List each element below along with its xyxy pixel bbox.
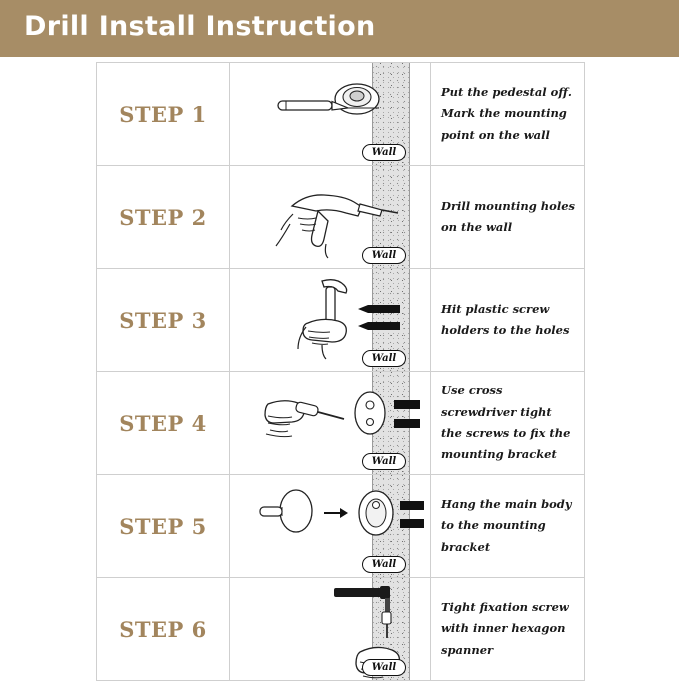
- wall-label: Wall: [362, 556, 406, 573]
- step-description-cell: [431, 269, 584, 371]
- step-label: STEP 4: [119, 410, 207, 436]
- table-row: [97, 166, 584, 269]
- wall-label: Wall: [362, 453, 406, 470]
- step-label-cell: [97, 578, 230, 680]
- step-illustration-cell: [230, 63, 431, 165]
- step-label-cell: [97, 372, 230, 474]
- step-illustration-cell: [230, 578, 431, 680]
- step-illustration-cell: [230, 269, 431, 371]
- step-illustration-cell: [230, 475, 431, 577]
- step-description-cell: [431, 578, 584, 680]
- step-label: STEP 2: [119, 204, 207, 230]
- wall-label: Wall: [362, 350, 406, 367]
- step-label: STEP 6: [119, 616, 207, 642]
- table-row: [97, 578, 584, 681]
- wall-label: Wall: [362, 247, 406, 264]
- wall-label: Wall: [362, 144, 406, 161]
- step-description: Drill mounting holes on the wall: [441, 198, 575, 234]
- step-label: STEP 5: [119, 513, 207, 539]
- step-label-cell: [97, 475, 230, 577]
- step-description-cell: [431, 166, 584, 268]
- page-title: Drill Install Instruction: [24, 11, 376, 42]
- table-row: [97, 475, 584, 578]
- header-bar: [0, 0, 679, 57]
- step-illustration-cell: [230, 166, 431, 268]
- steps-table: [96, 62, 585, 681]
- step-label-cell: [97, 166, 230, 268]
- table-row: [97, 372, 584, 475]
- step-label-cell: [97, 63, 230, 165]
- step-label: STEP 1: [119, 101, 207, 127]
- table-row: [97, 269, 584, 372]
- table-row: [97, 63, 584, 166]
- step-description-cell: [431, 372, 584, 474]
- step-label: STEP 3: [119, 307, 207, 333]
- step-label-cell: [97, 269, 230, 371]
- step-description-cell: [431, 475, 584, 577]
- step-description: Tight fixation screw with inner hexagon spanner: [441, 600, 569, 657]
- step-description: Put the pedestal off. Mark the mounting point on the wall: [441, 85, 572, 142]
- step-description: Use cross screwdriver tight the screws to fix the mounting bracket: [441, 383, 571, 462]
- step-description: Hit plastic screw holders to the holes: [441, 301, 570, 337]
- wall-label: Wall: [362, 659, 406, 676]
- step-description-cell: [431, 63, 584, 165]
- step-illustration-cell: [230, 372, 431, 474]
- step-description: Hang the main body to the mounting bracket: [441, 497, 572, 554]
